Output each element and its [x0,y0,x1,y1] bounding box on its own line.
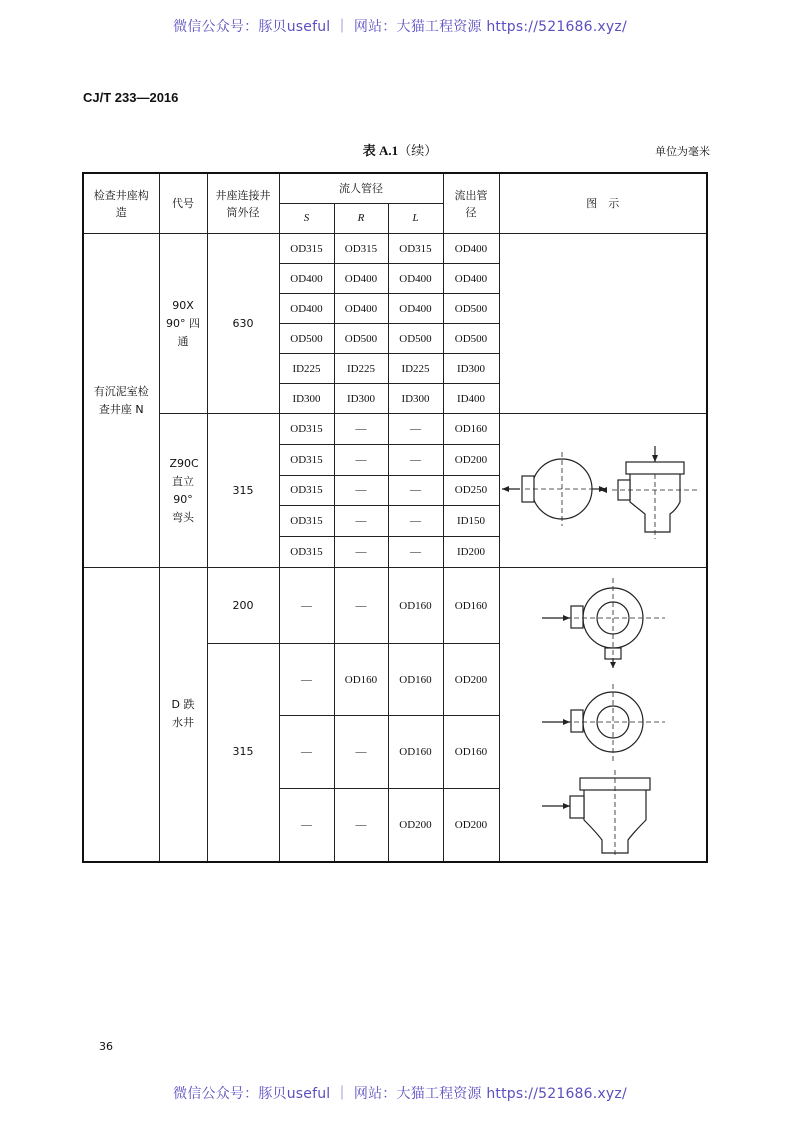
cell-out: ID300 [443,354,499,384]
header-diameter: 井座连接井筒外径 [207,173,279,234]
caption-number: A.1 [379,143,399,158]
cell-l: — [388,414,443,445]
cell-r: ID300 [334,384,388,414]
header-figure: 图 示 [499,173,707,234]
z90c-drawing [500,414,706,564]
cell-r: — [334,537,388,568]
cell-l: OD160 [388,568,443,644]
watermark-bottom: 微信公众号：豚贝useful ｜ 网站：大猫工程资源 https://521686.xyz/ [173,1086,627,1102]
code-z90c: Z90C 直立 90° 弯头 [159,414,207,568]
code-90x: 90X 90° 四通 [159,234,207,414]
diameter-200: 200 [207,568,279,644]
cell-s: — [279,644,334,716]
cell-l: OD160 [388,644,443,716]
cell-r: — [334,789,388,862]
header-s: S [279,204,334,234]
cell-out: OD500 [443,324,499,354]
cell-out: OD200 [443,789,499,862]
structure-blank [83,568,159,862]
header-r: R [334,204,388,234]
cell-l: — [388,537,443,568]
cell-l: OD400 [388,264,443,294]
page-number: 36 [99,1040,113,1053]
cell-r: OD500 [334,324,388,354]
cell-s: OD315 [279,475,334,506]
table-row [83,414,707,445]
cell-out: OD400 [443,264,499,294]
cell-l: — [388,444,443,475]
header-structure: 检查井座构造 [83,173,159,234]
diameter-315: 315 [207,414,279,568]
drop-well-drawing [500,570,706,856]
cell-l: OD315 [388,234,443,264]
cell-r: OD400 [334,264,388,294]
figure-90x-empty [499,234,707,414]
cell-l: ID300 [388,384,443,414]
cell-s: — [279,568,334,644]
spec-table [82,172,708,863]
cell-s: OD400 [279,264,334,294]
cell-l: — [388,506,443,537]
cell-out: OD200 [443,644,499,716]
cell-s: ID300 [279,384,334,414]
cell-r: — [334,716,388,789]
cell-r: — [334,444,388,475]
diameter-630: 630 [207,234,279,414]
figure-z90c [499,414,707,568]
cell-r: — [334,506,388,537]
cell-l: — [388,475,443,506]
header-code: 代号 [159,173,207,234]
caption-prefix: 表 [362,143,376,158]
cell-s: OD315 [279,414,334,445]
watermark-top: 微信公众号：豚贝useful ｜ 网站：大猫工程资源 https://521686.xyz/ [173,19,627,35]
cell-l: OD160 [388,716,443,789]
cell-out: ID150 [443,506,499,537]
cell-s: OD315 [279,537,334,568]
cell-out: OD400 [443,234,499,264]
cell-l: OD400 [388,294,443,324]
cell-s: OD500 [279,324,334,354]
structure-label: 有沉泥室检查井座 N [83,234,159,568]
header-row-1 [83,173,707,204]
header-l: L [388,204,443,234]
cell-r: — [334,568,388,644]
cell-r: OD315 [334,234,388,264]
standard-code: CJ/T 233—2016 [83,90,179,105]
cell-s: OD315 [279,444,334,475]
code-d: D 跌水井 [159,568,207,862]
cell-s: OD315 [279,234,334,264]
diameter-315-d: 315 [207,644,279,862]
cell-s: OD400 [279,294,334,324]
cell-s: — [279,716,334,789]
cell-out: OD500 [443,294,499,324]
cell-r: — [334,475,388,506]
cell-r: OD400 [334,294,388,324]
cell-r: OD160 [334,644,388,716]
cell-l: OD200 [388,789,443,862]
cell-out: ID200 [443,537,499,568]
cell-s: OD315 [279,506,334,537]
cell-r: — [334,414,388,445]
table-row [83,568,707,644]
cell-out: ID400 [443,384,499,414]
cell-l: OD500 [388,324,443,354]
cell-s: — [279,789,334,862]
cell-out: OD200 [443,444,499,475]
figure-d [499,568,707,862]
unit-note: 单位为毫米 [655,145,710,158]
caption-suffix: （续） [398,143,438,158]
cell-out: OD160 [443,568,499,644]
cell-s: ID225 [279,354,334,384]
cell-out: OD250 [443,475,499,506]
table-row [83,234,707,264]
cell-out: OD160 [443,716,499,789]
cell-l: ID225 [388,354,443,384]
cell-r: ID225 [334,354,388,384]
cell-out: OD160 [443,414,499,445]
header-outflow: 流出管径 [443,173,499,234]
header-inflow: 流人管径 [279,173,443,204]
